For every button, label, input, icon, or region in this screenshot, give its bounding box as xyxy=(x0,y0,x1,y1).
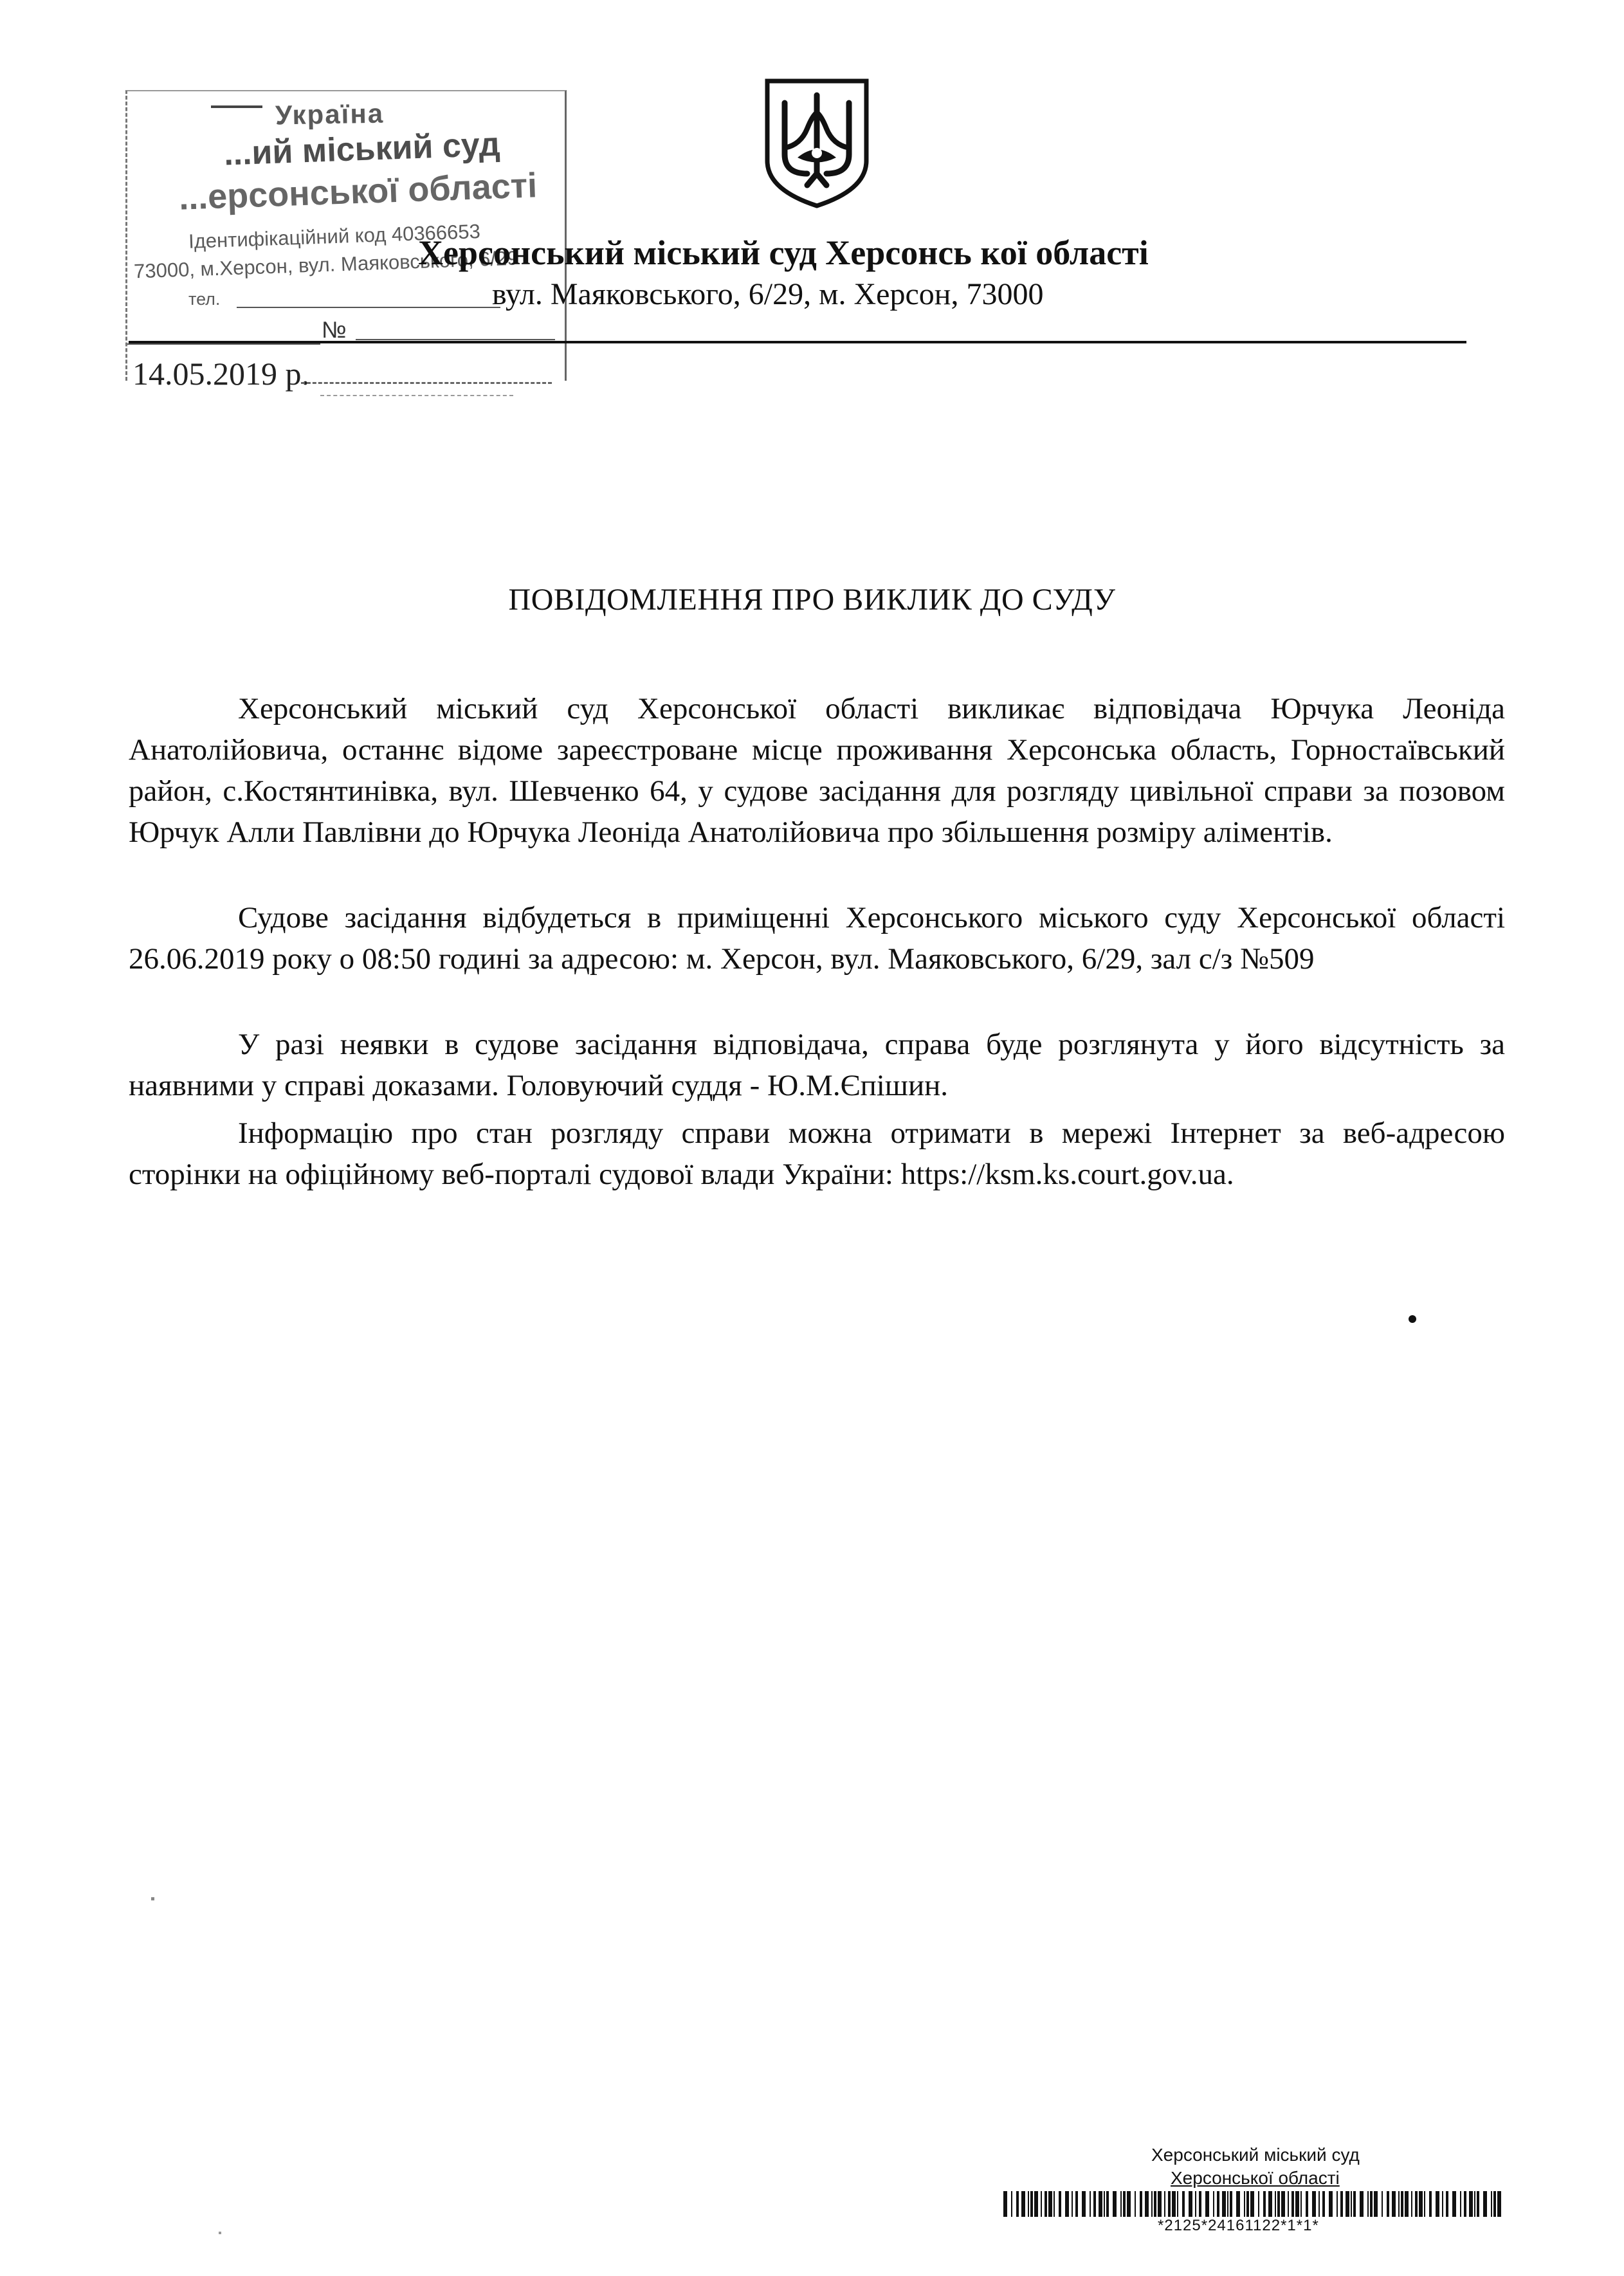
stamp-court-line1: ...ий міський суд xyxy=(223,125,501,173)
barcode-org-line2: Херсонської області xyxy=(1171,2168,1340,2188)
scan-speck xyxy=(151,1897,154,1900)
paragraph-info-link xyxy=(129,1113,1505,1195)
stamp-phone-label: тел. xyxy=(188,289,221,309)
stamp-number-line-right xyxy=(356,339,555,340)
stamp-number-line-left xyxy=(127,343,320,345)
stamp-court-line2: ...ерсонської області xyxy=(178,166,538,217)
document-title: ПОВІДОМЛЕННЯ ПРО ВИКЛИК ДО СУДУ xyxy=(508,583,1116,617)
court-name: Херсонський міський суд Херсонсь кої області xyxy=(418,233,1149,272)
paragraph-text: Інформацію про стан розгляду справи можна отримати в мережі Інтернет за веб-адресою сторінки на офіційному веб-порталі судової влади України: https://ksm.ks.court.gov.ua. xyxy=(129,1116,1505,1191)
paragraph-text: Херсонський міський суд Херсонської області викликає відповідача Юрчука Леоніда Анатолійовича, останнє відоме зареєстроване місце проживання Херсонська область, Горностаївський район, с.Костянтинівка, вул. Шевченко 64, у судове засідання для розгляду цивільної справи за позовом Юрчук Алли Павлівни до Юрчука Леоніда Анатолійовича про збільшення розміру аліментів. xyxy=(129,692,1505,849)
scan-speck xyxy=(219,2232,221,2234)
paragraph-text: У разі неявки в судове засідання відповідача, справа буде розглянута у його відсутність за наявними у справі доказами. Головуючий суддя - Ю.М.Єпішин. xyxy=(129,1028,1505,1102)
barcode-code: *2125*24161122*1*1* xyxy=(1158,2217,1319,2234)
scan-dot xyxy=(1409,1315,1416,1323)
paragraph-absence-notice xyxy=(129,1024,1505,1106)
coat-of-arms-trident-icon xyxy=(762,77,871,209)
stamp-phone-line xyxy=(237,307,500,308)
stamp-date-suffix: р. xyxy=(285,356,309,392)
stamp-id-code: Ідентифікаційний код 40366653 xyxy=(188,220,481,253)
paragraph-hearing-details xyxy=(129,897,1505,979)
court-address: вул. Маяковського, 6/29, м. Херсон, 73000 xyxy=(492,277,1044,311)
barcode-org-line1: Херсонський міський суд xyxy=(1151,2145,1360,2165)
paragraph-text: Судове засідання відбудеться в приміщенні Херсонського міського суду Херсонської області 26.06.2019 року о 08:50 годині за адресою: м. Херсон, вул. Маяковського, 6/29, зал с/з №509 xyxy=(129,901,1505,976)
stamp-dash xyxy=(211,105,262,108)
stamp-date xyxy=(132,355,309,392)
stamp-country: Україна xyxy=(275,98,385,131)
barcode-icon xyxy=(1003,2191,1505,2217)
stamp-date-line xyxy=(301,382,552,384)
header-rule xyxy=(129,341,1466,343)
stamp-date-value: 14.05.2019 xyxy=(132,356,277,392)
paragraph-summons xyxy=(129,688,1505,853)
stamp-date-line-2 xyxy=(320,395,513,396)
stamp-number-label: № xyxy=(322,316,347,343)
stamp-address: 73000, м.Херсон, вул. Маяковського, 6/29 xyxy=(133,246,518,283)
